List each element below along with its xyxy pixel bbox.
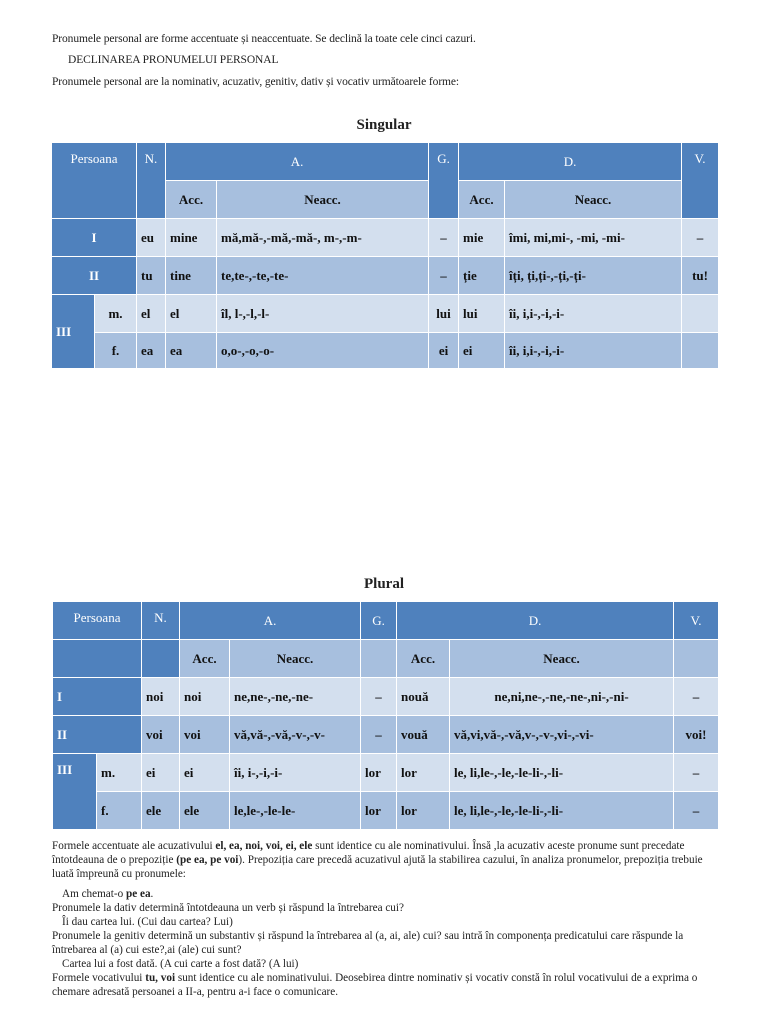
cell-v: – — [674, 678, 719, 716]
cell-d-neacc: ne,ni,ne-,-ne,-ne-,ni-,-ni- — [450, 678, 674, 716]
cell-v — [682, 295, 719, 333]
cell-a-acc: ele — [180, 792, 230, 830]
cell-a-neacc: îl, l-,-l,-l- — [217, 295, 429, 333]
cell-v: – — [682, 219, 719, 257]
cell-n: el — [137, 295, 166, 333]
notes-section — [52, 839, 718, 999]
header-g: G. — [429, 143, 459, 219]
subheader-a-acc: Acc. — [180, 640, 230, 678]
cell-v: – — [674, 754, 719, 792]
cell-n: voi — [142, 716, 180, 754]
singular-title: Singular — [356, 117, 412, 133]
cell-v: voi! — [674, 716, 719, 754]
cell-a-acc: voi — [180, 716, 230, 754]
plural-table — [52, 601, 719, 830]
header-n: N. — [137, 143, 166, 219]
notes-paragraph-vocative: Formele vocativului tu, voi sunt identice cu ale nominativului. Deosebirea dintre nominativ și vocativ constă în rolul vocativului de a exprima o chemare adresată persoanei a II-a, pentru a-i face o comunicare. — [52, 972, 698, 998]
subheader-a-neacc: Neacc. — [217, 181, 429, 219]
cell-v: tu! — [682, 257, 719, 295]
notes-paragraph-dative: Pronumele la dativ determină întotdeauna un verb și răspund la întrebarea cui? — [52, 902, 404, 914]
header-a: A. — [180, 602, 361, 640]
header-d: D. — [397, 602, 674, 640]
intro-line-1: Pronumele personal are forme accentuate și neaccentuate. Se declină la toate cele cinci cazuri. — [52, 33, 476, 45]
singular-table — [51, 142, 719, 369]
cell-n: ea — [137, 333, 166, 369]
intro-heading: DECLINAREA PRONUMELUI PERSONAL — [68, 54, 279, 66]
cell-g: – — [361, 716, 397, 754]
table-row — [53, 792, 719, 830]
header-persoana-blank — [53, 640, 142, 678]
cell-d-neacc: le, li,le-,-le,-le-li-,-li- — [450, 792, 674, 830]
cell-g: – — [429, 219, 459, 257]
subheader-d-neacc: Neacc. — [505, 181, 682, 219]
cell-d-acc: mie — [459, 219, 505, 257]
table-row — [52, 257, 719, 295]
cell-n: ei — [142, 754, 180, 792]
cell-d-acc: lui — [459, 295, 505, 333]
cell-a-neacc: vă,vă-,-vă,-v-,-v- — [230, 716, 361, 754]
subheader-g-blank — [361, 640, 397, 678]
cell-d-acc: vouă — [397, 716, 450, 754]
cell-d-neacc: îmi, mi,mi-, -mi, -mi- — [505, 219, 682, 257]
cell-d-acc: lor — [397, 754, 450, 792]
cell-n: ele — [142, 792, 180, 830]
cell-g: lor — [361, 792, 397, 830]
header-d: D. — [459, 143, 682, 181]
cell-a-acc: ea — [166, 333, 217, 369]
intro-line-2: Pronumele personal are la nominativ, acuzativ, genitiv, dativ și vocativ următoarele forme: — [52, 76, 459, 88]
cell-d-neacc: îi, i,i-,-i,-i- — [505, 295, 682, 333]
header-persoana: Persoana — [52, 143, 137, 219]
subheader-v-blank — [674, 640, 719, 678]
cell-d-acc: nouă — [397, 678, 450, 716]
gender-label: m. — [95, 295, 137, 333]
table-row — [52, 295, 719, 333]
cell-d-neacc: le, li,le-,-le,-le-li-,-li- — [450, 754, 674, 792]
table-row — [52, 333, 719, 369]
header-v: V. — [674, 602, 719, 640]
notes-paragraph-accusative: Formele accentuate ale acuzativului el, ea, noi, voi, ei, ele sunt identice cu ale nominativului. Însă ,la acuzativ aceste pronume sunt precedate întotdeauna de o prepoziție (pe ea, pe voi). Prepoziția care precedă acuzativul ajută la stabilirea cazului, în analiza pronumelor, prepoziția trebuie luată împreună cu pronumele: — [52, 840, 703, 880]
person-label: I — [53, 678, 142, 716]
subheader-a-neacc: Neacc. — [230, 640, 361, 678]
cell-n: tu — [137, 257, 166, 295]
header-persoana: Persoana — [53, 602, 142, 640]
cell-g: ei — [429, 333, 459, 369]
cell-g: lui — [429, 295, 459, 333]
subheader-d-acc: Acc. — [397, 640, 450, 678]
header-n-blank — [142, 640, 180, 678]
cell-a-acc: el — [166, 295, 217, 333]
person-label: III — [53, 754, 97, 830]
cell-a-acc: noi — [180, 678, 230, 716]
person-label: II — [53, 716, 142, 754]
cell-g: – — [361, 678, 397, 716]
example-genitive: Cartea lui a fost dată. (A cui carte a fost dată? (A lui) — [62, 958, 299, 970]
person-label: III — [52, 295, 95, 369]
cell-n: eu — [137, 219, 166, 257]
notes-paragraph-genitive: Pronumele la genitiv determină un substantiv și răspund la întrebarea al (a, ai, ale) cui? sau intră în componența predicatului care răspunde la întrebarea al (a) cui este?,ai (ale) cui sunt? — [52, 930, 684, 956]
cell-d-acc: lor — [397, 792, 450, 830]
subheader-d-neacc: Neacc. — [450, 640, 674, 678]
cell-a-acc: ei — [180, 754, 230, 792]
gender-label: f. — [95, 333, 137, 369]
subheader-a-acc: Acc. — [166, 181, 217, 219]
subheader-d-acc: Acc. — [459, 181, 505, 219]
cell-a-neacc: mă,mă-,-mă,-mă-, m-,-m- — [217, 219, 429, 257]
gender-label: f. — [97, 792, 142, 830]
cell-a-neacc: îi, i-,-i,-i- — [230, 754, 361, 792]
header-g: G. — [361, 602, 397, 640]
table-row — [53, 716, 719, 754]
header-n: N. — [142, 602, 180, 640]
table-row — [52, 219, 719, 257]
cell-a-acc: mine — [166, 219, 217, 257]
header-a: A. — [166, 143, 429, 181]
cell-d-neacc: vă,vi,vă-,-vă,v-,-v-,vi-,-vi- — [450, 716, 674, 754]
cell-d-neacc: îți, ți,ți-,-ți,-ți- — [505, 257, 682, 295]
cell-n: noi — [142, 678, 180, 716]
cell-a-neacc: le,le-,-le-le- — [230, 792, 361, 830]
cell-v: – — [674, 792, 719, 830]
person-label: I — [52, 219, 137, 257]
example-accusative: Am chemat-o pe ea. — [62, 888, 154, 900]
cell-g: – — [429, 257, 459, 295]
cell-d-acc: ție — [459, 257, 505, 295]
cell-a-neacc: ne,ne-,-ne,-ne- — [230, 678, 361, 716]
plural-title: Plural — [364, 576, 404, 592]
cell-a-neacc: o,o-,-o,-o- — [217, 333, 429, 369]
cell-d-neacc: îi, i,i-,-i,-i- — [505, 333, 682, 369]
cell-v — [682, 333, 719, 369]
header-v: V. — [682, 143, 719, 219]
cell-a-acc: tine — [166, 257, 217, 295]
example-dative: Îi dau cartea lui. (Cui dau cartea? Lui) — [62, 916, 233, 928]
cell-d-acc: ei — [459, 333, 505, 369]
gender-label: m. — [97, 754, 142, 792]
table-row — [53, 678, 719, 716]
table-row — [53, 754, 719, 792]
person-label: II — [52, 257, 137, 295]
cell-g: lor — [361, 754, 397, 792]
cell-a-neacc: te,te-,-te,-te- — [217, 257, 429, 295]
